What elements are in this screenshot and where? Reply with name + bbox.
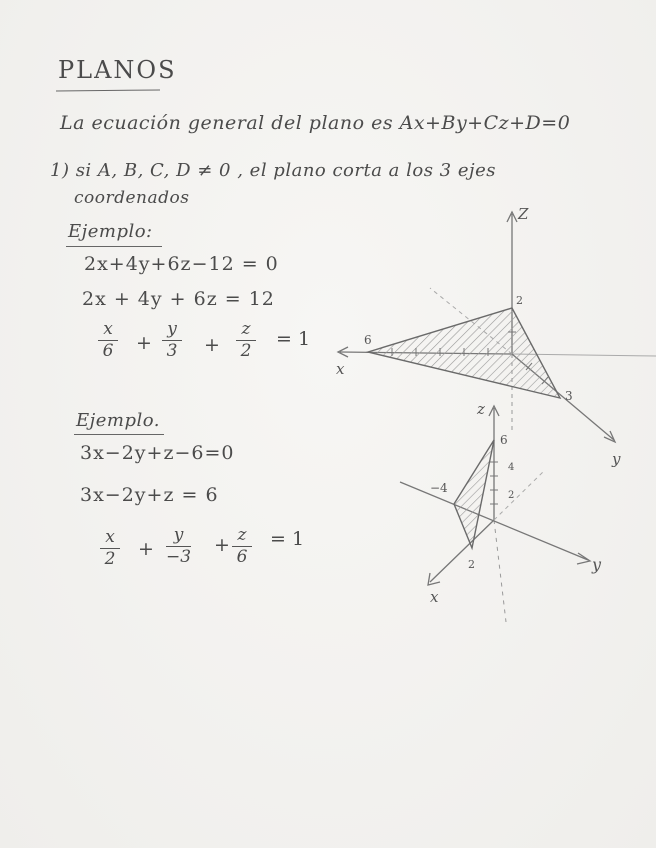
condition-line-1: 1) si A, B, C, D ≠ 0 , el plano corta a los 3 ejes	[50, 160, 496, 181]
condition-line-2: coordenados	[74, 188, 190, 208]
diagram2-z-tick-label-4: 4	[508, 462, 515, 473]
diagram2-z-label: z	[477, 400, 485, 418]
fraction-denominator: 6	[236, 546, 248, 567]
diagram2-z-intercept: 6	[500, 433, 508, 447]
diagram2-x-label: x	[430, 588, 439, 606]
example1-plus-1: +	[136, 332, 152, 354]
fraction-denominator: 2	[104, 548, 116, 569]
fraction-numerator: y	[167, 319, 177, 339]
fraction-denominator: −3	[166, 546, 192, 567]
page-title: PLANOS	[58, 56, 177, 84]
diagram2-x-intercept: 2	[468, 558, 475, 571]
diagram2-x-axis	[430, 520, 494, 582]
fraction-numerator: y	[173, 525, 184, 545]
diagram1-y-label: y	[612, 450, 621, 468]
example1-plus-2: +	[204, 334, 220, 356]
intro-text: La ecuación general del plano es Ax+By+Cz+D=0	[60, 112, 571, 134]
example2-heading: Ejemplo.	[76, 410, 160, 431]
diagram1-z-intercept: 2	[516, 294, 523, 307]
example1-equals-one: = 1	[276, 328, 311, 350]
example2-plus-1: +	[138, 538, 154, 560]
diagram2-x-axis-back	[494, 470, 545, 520]
example2-plus-2: +	[214, 534, 230, 556]
fraction-denominator: 6	[102, 340, 114, 361]
fraction-numerator: x	[105, 527, 115, 547]
fraction-numerator: x	[103, 319, 113, 339]
diagram1-x-label: x	[336, 360, 345, 378]
diagram2-z-axis-dashed	[494, 520, 506, 622]
example2-equation-general: 3x−2y+z−6=0	[80, 442, 235, 464]
fraction-numerator: z	[237, 525, 247, 545]
example1-equation-general: 2x+4y+6z−12 = 0	[84, 253, 279, 275]
fraction-numerator: z	[241, 319, 251, 339]
diagram2-y-intercept: −4	[430, 481, 448, 495]
example1-heading: Ejemplo:	[68, 221, 153, 242]
fraction-denominator: 2	[240, 340, 252, 361]
diagram2	[400, 400, 602, 622]
diagram2-y-label: y	[592, 555, 602, 574]
diagram2-z-tick-label-2: 2	[508, 490, 515, 501]
diagram1-y-intercept: 3	[565, 389, 573, 403]
diagram2-plane-triangle	[454, 440, 494, 548]
example2-equals-one: = 1	[270, 528, 305, 550]
example1-equation-rearranged: 2x + 4y + 6z = 12	[82, 288, 275, 310]
diagram1-z-label: Z	[518, 205, 529, 223]
fraction-denominator: 3	[166, 340, 178, 361]
example2-equation-rearranged: 3x−2y+z = 6	[80, 484, 219, 506]
diagram1-x-intercept: 6	[364, 333, 372, 347]
diagram1	[336, 205, 656, 468]
